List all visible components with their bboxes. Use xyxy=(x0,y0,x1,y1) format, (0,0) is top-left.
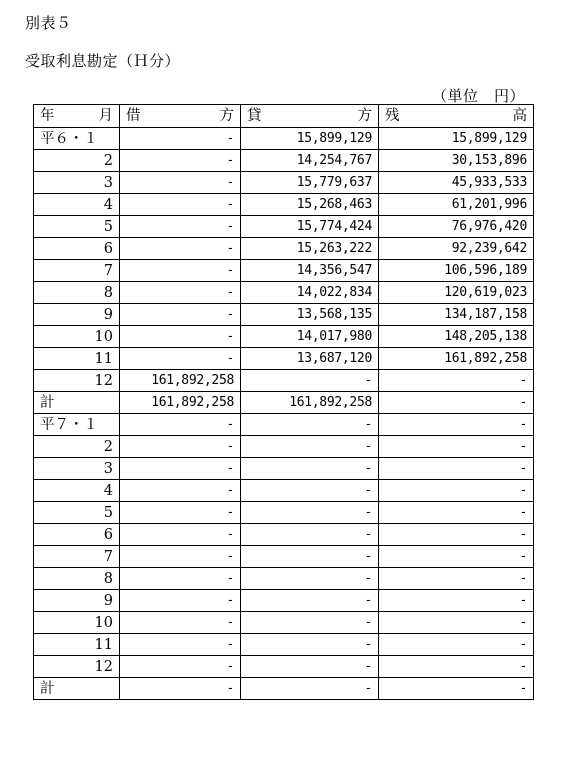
debit-cell: - xyxy=(120,458,241,480)
debit-cell: - xyxy=(120,612,241,634)
credit-cell: - xyxy=(241,678,379,700)
header-credit: 貸 方 xyxy=(241,105,379,128)
debit-cell: - xyxy=(120,282,241,304)
document-title: 受取利息勘定（Ｈ分） xyxy=(25,52,181,70)
table-row xyxy=(34,172,534,194)
balance-cell: - xyxy=(379,590,534,612)
month-cell: 11 xyxy=(34,348,120,370)
month-cell: 3 xyxy=(34,458,120,480)
credit-cell: - xyxy=(241,656,379,678)
credit-cell: 15,268,463 xyxy=(241,194,379,216)
balance-cell: - xyxy=(379,436,534,458)
debit-cell: - xyxy=(120,524,241,546)
credit-cell: 14,356,547 xyxy=(241,260,379,282)
balance-cell: - xyxy=(379,480,534,502)
balance-cell: - xyxy=(379,656,534,678)
debit-cell: - xyxy=(120,238,241,260)
table-row xyxy=(34,370,534,392)
table-row xyxy=(34,326,534,348)
credit-cell: 14,022,834 xyxy=(241,282,379,304)
debit-cell: - xyxy=(120,128,241,150)
header-row xyxy=(34,105,534,128)
debit-cell: - xyxy=(120,634,241,656)
balance-cell: - xyxy=(379,678,534,700)
unit-label: （単位 円） xyxy=(432,87,526,105)
month-cell: 2 xyxy=(34,150,120,172)
table-row xyxy=(34,304,534,326)
debit-cell: - xyxy=(120,590,241,612)
credit-cell: 14,017,980 xyxy=(241,326,379,348)
debit-cell: - xyxy=(120,194,241,216)
credit-cell: 15,899,129 xyxy=(241,128,379,150)
credit-cell: - xyxy=(241,370,379,392)
credit-cell: - xyxy=(241,480,379,502)
month-cell: 平７・１ xyxy=(34,414,120,436)
debit-cell: - xyxy=(120,568,241,590)
header-balance: 残 高 xyxy=(379,105,534,128)
balance-cell: - xyxy=(379,502,534,524)
table-row xyxy=(34,238,534,260)
table-row xyxy=(34,502,534,524)
credit-cell: 15,779,637 xyxy=(241,172,379,194)
month-cell: 5 xyxy=(34,216,120,238)
balance-cell: - xyxy=(379,634,534,656)
credit-cell: 15,263,222 xyxy=(241,238,379,260)
table-row xyxy=(34,524,534,546)
table-row xyxy=(34,128,534,150)
month-cell: 7 xyxy=(34,260,120,282)
credit-cell: - xyxy=(241,612,379,634)
month-cell: 3 xyxy=(34,172,120,194)
balance-cell: 120,619,023 xyxy=(379,282,534,304)
debit-cell: 161,892,258 xyxy=(120,370,241,392)
debit-cell: - xyxy=(120,304,241,326)
balance-cell: 45,933,533 xyxy=(379,172,534,194)
month-cell: 7 xyxy=(34,546,120,568)
debit-cell: - xyxy=(120,546,241,568)
balance-cell: - xyxy=(379,392,534,414)
month-cell: 2 xyxy=(34,436,120,458)
month-cell: 6 xyxy=(34,238,120,260)
debit-cell: - xyxy=(120,436,241,458)
table-row xyxy=(34,194,534,216)
month-cell: 12 xyxy=(34,370,120,392)
table-row xyxy=(34,458,534,480)
table-row xyxy=(34,414,534,436)
month-cell: 10 xyxy=(34,326,120,348)
table-row xyxy=(34,436,534,458)
month-cell: 8 xyxy=(34,282,120,304)
debit-cell: - xyxy=(120,414,241,436)
table-row xyxy=(34,678,534,700)
debit-cell: - xyxy=(120,172,241,194)
credit-cell: - xyxy=(241,502,379,524)
debit-cell: - xyxy=(120,348,241,370)
table-row xyxy=(34,590,534,612)
month-cell: 計 xyxy=(34,678,120,700)
credit-cell: - xyxy=(241,568,379,590)
balance-cell: - xyxy=(379,524,534,546)
debit-cell: - xyxy=(120,326,241,348)
balance-cell: - xyxy=(379,370,534,392)
credit-cell: - xyxy=(241,436,379,458)
table-row xyxy=(34,568,534,590)
balance-cell: 15,899,129 xyxy=(379,128,534,150)
month-cell: 4 xyxy=(34,194,120,216)
table-row xyxy=(34,348,534,370)
credit-cell: - xyxy=(241,546,379,568)
balance-cell: - xyxy=(379,546,534,568)
debit-cell: 161,892,258 xyxy=(120,392,241,414)
balance-cell: 134,187,158 xyxy=(379,304,534,326)
balance-cell: - xyxy=(379,458,534,480)
table-row xyxy=(34,260,534,282)
credit-cell: 15,774,424 xyxy=(241,216,379,238)
debit-cell: - xyxy=(120,502,241,524)
month-cell: 平６・１ xyxy=(34,128,120,150)
credit-cell: 13,687,120 xyxy=(241,348,379,370)
table-row xyxy=(34,282,534,304)
balance-cell: 61,201,996 xyxy=(379,194,534,216)
credit-cell: 13,568,135 xyxy=(241,304,379,326)
month-cell: 10 xyxy=(34,612,120,634)
balance-cell: 161,892,258 xyxy=(379,348,534,370)
credit-cell: - xyxy=(241,524,379,546)
table-row xyxy=(34,612,534,634)
balance-cell: 30,153,896 xyxy=(379,150,534,172)
debit-cell: - xyxy=(120,656,241,678)
month-cell: 計 xyxy=(34,392,120,414)
ledger-table xyxy=(33,104,534,700)
month-cell: 5 xyxy=(34,502,120,524)
header-debit: 借 方 xyxy=(120,105,241,128)
credit-cell: - xyxy=(241,634,379,656)
balance-cell: 76,976,420 xyxy=(379,216,534,238)
table-row xyxy=(34,634,534,656)
month-cell: 11 xyxy=(34,634,120,656)
balance-cell: - xyxy=(379,414,534,436)
credit-cell: - xyxy=(241,590,379,612)
balance-cell: - xyxy=(379,568,534,590)
debit-cell: - xyxy=(120,678,241,700)
header-year-month: 年 月 xyxy=(34,105,120,128)
table-row xyxy=(34,392,534,414)
month-cell: 9 xyxy=(34,590,120,612)
credit-cell: 161,892,258 xyxy=(241,392,379,414)
table-row xyxy=(34,216,534,238)
credit-cell: - xyxy=(241,458,379,480)
debit-cell: - xyxy=(120,150,241,172)
month-cell: 9 xyxy=(34,304,120,326)
appendix-label: 別表５ xyxy=(25,14,72,32)
credit-cell: 14,254,767 xyxy=(241,150,379,172)
table-row xyxy=(34,480,534,502)
month-cell: 6 xyxy=(34,524,120,546)
balance-cell: 148,205,138 xyxy=(379,326,534,348)
month-cell: 12 xyxy=(34,656,120,678)
month-cell: 4 xyxy=(34,480,120,502)
debit-cell: - xyxy=(120,216,241,238)
debit-cell: - xyxy=(120,480,241,502)
month-cell: 8 xyxy=(34,568,120,590)
table-row xyxy=(34,656,534,678)
debit-cell: - xyxy=(120,260,241,282)
balance-cell: - xyxy=(379,612,534,634)
balance-cell: 92,239,642 xyxy=(379,238,534,260)
table-row xyxy=(34,150,534,172)
table-row xyxy=(34,546,534,568)
credit-cell: - xyxy=(241,414,379,436)
balance-cell: 106,596,189 xyxy=(379,260,534,282)
